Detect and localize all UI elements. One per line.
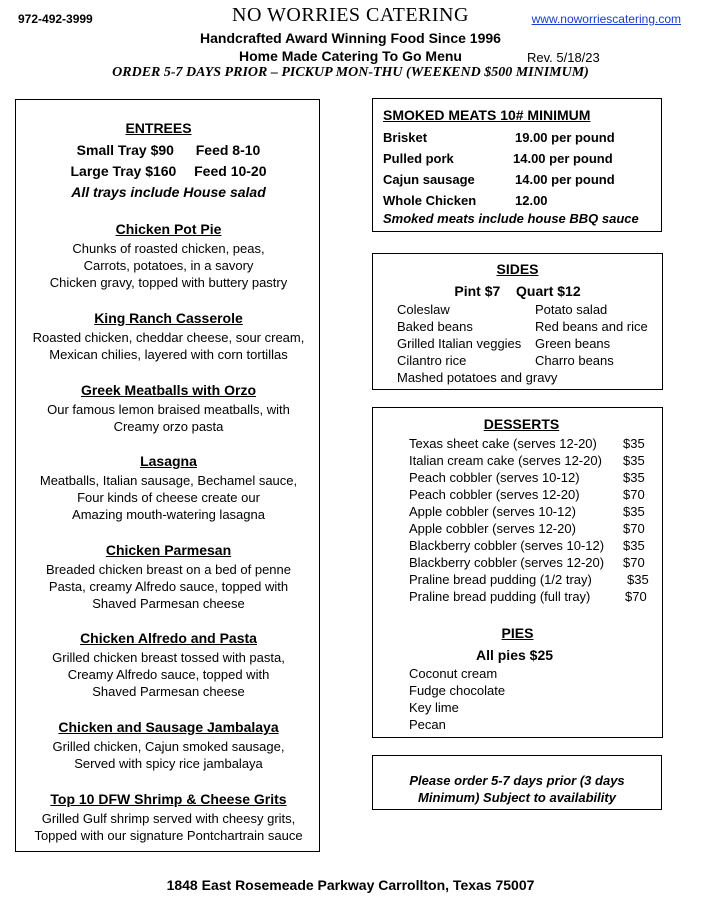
side-item: Cilantro rice: [397, 353, 467, 368]
footer-address: 1848 East Rosemeade Parkway Carrollton, Texas 75007: [166, 877, 535, 893]
large-tray-line: [16, 163, 321, 179]
dessert-name: Praline bread pudding (1/2 tray): [409, 572, 592, 587]
dessert-price: $70: [625, 589, 647, 604]
phone-number: 972-492-3999: [18, 12, 93, 26]
side-item: Charro beans: [535, 353, 614, 368]
pie-item: Coconut cream: [409, 666, 498, 681]
small-tray-price: Small Tray $90: [76, 142, 174, 158]
pie-item: Pecan: [409, 717, 446, 732]
dessert-price: $70: [623, 521, 645, 536]
meats-note: Smoked meats include house BBQ sauce: [383, 211, 639, 226]
meat-price: 14.00 per pound: [513, 151, 613, 166]
dessert-name: Blackberry cobbler (serves 12-20): [409, 555, 605, 570]
dessert-price: $35: [623, 436, 645, 451]
dessert-price: $35: [623, 538, 645, 553]
side-item: Potato salad: [535, 302, 608, 317]
entree-desc: Topped with our signature Pontchartrain sauce: [34, 828, 303, 843]
entree-desc: Creamy orzo pasta: [113, 419, 224, 434]
entree-desc: Our famous lemon braised meatballs, with: [47, 402, 290, 417]
entree-desc: Chicken gravy, topped with buttery pastry: [49, 275, 288, 290]
entree-desc: Grilled chicken, Cajun smoked sausage,: [52, 739, 285, 754]
pies-price: All pies $25: [475, 647, 554, 663]
dessert-price: $35: [623, 453, 645, 468]
dessert-name: Peach cobbler (serves 10-12): [409, 470, 580, 485]
side-item: Red beans and rice: [535, 319, 648, 334]
side-item: Coleslaw: [397, 302, 450, 317]
entree-name: Chicken Pot Pie: [115, 221, 222, 237]
entree-desc: Shaved Parmesan cheese: [92, 684, 245, 699]
dessert-name: Peach cobbler (serves 12-20): [409, 487, 580, 502]
entree-name: Chicken Parmesan: [105, 542, 232, 558]
entree-name: King Ranch Casserole: [94, 310, 243, 326]
salad-note: All trays include House salad: [71, 184, 266, 200]
pie-item: Fudge chocolate: [409, 683, 506, 698]
entree-desc: Chunks of roasted chicken, peas,: [72, 241, 265, 256]
dessert-name: Apple cobbler (serves 10-12): [409, 504, 576, 519]
meat-price: 12.00: [515, 193, 548, 208]
smoked-meats-panel: [372, 98, 662, 232]
side-item: Green beans: [535, 336, 611, 351]
entree-desc: Roasted chicken, cheddar cheese, sour cream,: [32, 330, 305, 345]
brand-title: NO WORRIES CATERING: [232, 4, 469, 26]
entree-desc: Meatballs, Italian sausage, Bechamel sauce,: [39, 473, 298, 488]
dessert-price: $70: [623, 555, 645, 570]
entree-desc: Grilled Gulf shrimp served with cheesy grits,: [41, 811, 296, 826]
order-notice: ORDER 5-7 DAYS PRIOR – PICKUP MON-THU (WEEKEND $500 MINIMUM): [112, 65, 589, 80]
dessert-name: Blackberry cobbler (serves 10-12): [409, 538, 605, 553]
entree-desc: Pasta, creamy Alfredo sauce, topped with: [48, 579, 289, 594]
entrees-heading: ENTREES: [125, 120, 192, 136]
entree-desc: Amazing mouth-watering lasagna: [72, 507, 265, 522]
sides-prices: [373, 283, 662, 299]
side-item: Mashed potatoes and gravy: [397, 370, 558, 385]
entree-desc: Four kinds of cheese create our: [77, 490, 260, 505]
meat-price: 19.00 per pound: [515, 130, 615, 145]
dessert-price: $35: [627, 572, 649, 587]
sides-panel: [372, 253, 663, 390]
dessert-price: $35: [623, 470, 645, 485]
small-tray-feed: Feed 8-10: [195, 142, 261, 158]
entree-name: Lasagna: [140, 453, 197, 469]
dessert-name: Italian cream cake (serves 12-20): [409, 453, 602, 468]
order-note-line: Please order 5-7 days prior (3 days: [409, 773, 625, 788]
menu-title: Home Made Catering To Go Menu: [239, 48, 462, 64]
dessert-price: $35: [623, 504, 645, 519]
large-tray-feed: Feed 10-20: [194, 163, 267, 179]
entree-name: Greek Meatballs with Orzo: [80, 382, 257, 398]
entree-name: Chicken Alfredo and Pasta: [80, 630, 257, 646]
quart-price: Quart $12: [516, 283, 581, 299]
small-tray-line: [16, 142, 321, 158]
entree-desc: Creamy Alfredo sauce, topped with: [67, 667, 270, 682]
large-tray-price: Large Tray $160: [70, 163, 177, 179]
meat-name: Brisket: [383, 130, 428, 145]
dessert-name: Apple cobbler (serves 12-20): [409, 521, 576, 536]
pie-item: Key lime: [409, 700, 459, 715]
order-note-line: Minimum) Subject to availability: [418, 790, 616, 805]
website-link[interactable]: www.noworriescatering.com: [531, 12, 681, 26]
entree-desc: Mexican chilies, layered with corn tortillas: [49, 347, 288, 362]
order-note-panel: [372, 755, 662, 810]
pies-heading: PIES: [501, 625, 534, 641]
smoked-meats-heading: SMOKED MEATS 10# MINIMUM: [383, 107, 591, 123]
dessert-price: $70: [623, 487, 645, 502]
pint-price: Pint $7: [454, 283, 501, 299]
entree-desc: Served with spicy rice jambalaya: [74, 756, 263, 771]
tagline: Handcrafted Award Winning Food Since 1996: [200, 30, 501, 46]
entree-name: Chicken and Sausage Jambalaya: [58, 719, 279, 735]
desserts-heading: DESSERTS: [483, 416, 560, 432]
entree-desc: Breaded chicken breast on a bed of penne: [45, 562, 291, 577]
meat-name: Whole Chicken: [383, 193, 477, 208]
entree-desc: Carrots, potatoes, in a savory: [83, 258, 254, 273]
revision-date: Rev. 5/18/23: [527, 50, 600, 65]
dessert-name: Praline bread pudding (full tray): [409, 589, 591, 604]
entree-desc: Grilled chicken breast tossed with pasta,: [52, 650, 285, 665]
meat-name: Pulled pork: [383, 151, 454, 166]
side-item: Grilled Italian veggies: [397, 336, 522, 351]
dessert-name: Texas sheet cake (serves 12-20): [409, 436, 597, 451]
entree-name: Top 10 DFW Shrimp & Cheese Grits: [50, 791, 287, 807]
meat-price: 14.00 per pound: [515, 172, 615, 187]
side-item: Baked beans: [397, 319, 473, 334]
meat-name: Cajun sausage: [383, 172, 475, 187]
entrees-panel: [15, 99, 320, 852]
entree-desc: Shaved Parmesan cheese: [92, 596, 245, 611]
desserts-panel: [372, 407, 663, 738]
sides-heading: SIDES: [496, 261, 539, 277]
